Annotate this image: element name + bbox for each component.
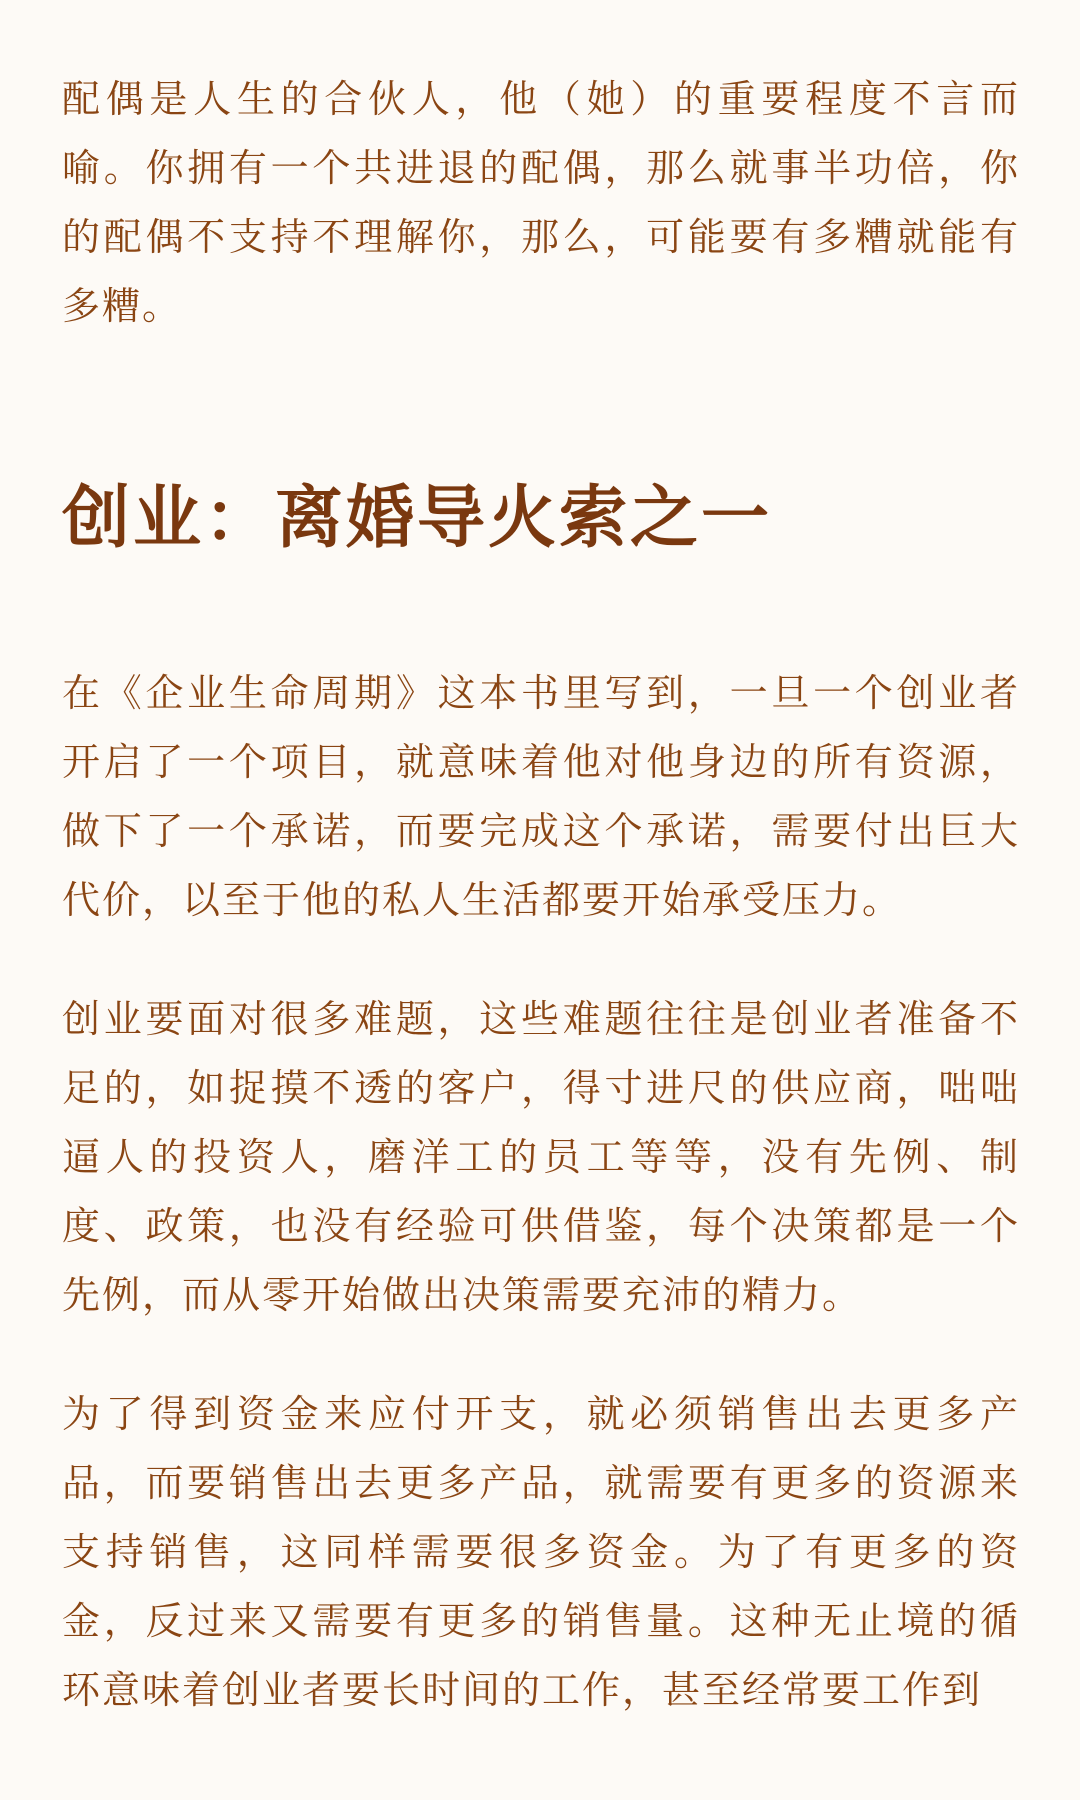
section-heading: 创业：离婚导火索之一 xyxy=(62,479,773,558)
paragraph-spouse: 配偶是人生的合伙人，他（她）的重要程度不言而喻。你拥有一个共进退的配偶，那么就事半功倍，你的配偶不支持不理解你，那么，可能要有多糟就能有多糟。 xyxy=(62,77,1020,328)
paragraph-lifecycle: 在《企业生命周期》这本书里写到，一旦一个创业者开启了一个项目，就意味着他对他身边的所有资源，做下了一个承诺，而要完成这个承诺，需要付出巨大代价，以至于他的私人生活都要开始承受压力。 xyxy=(62,671,1020,922)
paragraph-funding-cycle: 为了得到资金来应付开支，就必须销售出去更多产品，而要销售出去更多产品，就需要有更多的资源来支持销售，这同样需要很多资金。为了有更多的资金，反过来又需要有更多的销售量。这种无止境的循环意味着创业者要长时间的工作，甚至经常要工作到 xyxy=(62,1392,1020,1712)
paragraph-challenges: 创业要面对很多难题，这些难题往往是创业者准备不足的，如捉摸不透的客户，得寸进尺的供应商，咄咄逼人的投资人，磨洋工的员工等等，没有先例、制度、政策，也没有经验可供借鉴，每个决策都是一个先例，而从零开始做出决策需要充沛的精力。 xyxy=(62,997,1020,1317)
